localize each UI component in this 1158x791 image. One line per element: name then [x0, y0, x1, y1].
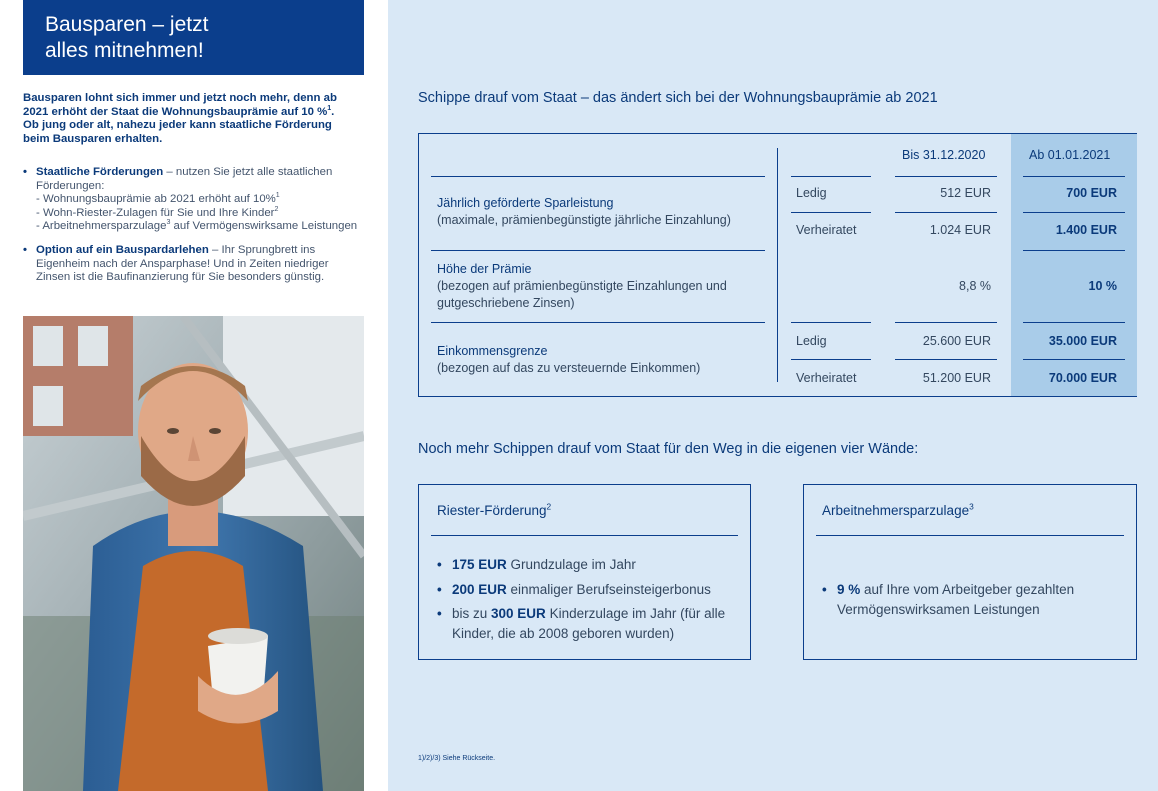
intro-line: Ob jung oder alt, nahezu jeder kann staatliche Förderung	[23, 119, 332, 132]
row1-ledig: Ledig	[796, 186, 827, 200]
rule	[791, 322, 871, 323]
rule	[1023, 322, 1125, 323]
rule	[895, 176, 997, 177]
arbeitnehmer-box	[803, 484, 1137, 660]
rule	[431, 176, 765, 177]
right-panel	[388, 0, 1158, 791]
list-item: • bis zu 300 EUR Kinderzulage im Jahr (für alle Kinder, die ab 2008 geboren wurden)	[437, 604, 742, 643]
rule	[431, 535, 738, 536]
arbeitnehmer-title: Arbeitnehmersparzulage$^3$	[822, 501, 974, 518]
intro-line: Bausparen lohnt sich immer und jetzt noch mehr, denn ab	[23, 92, 337, 104]
benefit-item: • Staatliche Förderungen – nutzen Sie jetzt alle staatlichen Förderungen: - Wohnungsbauprämie ab 2021 erhöht auf 10%$^1$ - Wohn-Riester-Zulagen für Sie und Ihre Kinder$^2$ - Arbeitnehmersparzulage$^3$ auf Vermögenswirksame Leistungen	[23, 166, 368, 234]
row1-new-verh: 1.400 EUR	[1055, 223, 1117, 237]
rule	[431, 250, 765, 251]
title-line-2: alles mitnehmen!	[45, 39, 204, 62]
intro-line: beim Bausparen erhalten.	[23, 132, 163, 145]
rule	[895, 322, 997, 323]
row3-new-verh: 70.000 EUR	[1048, 371, 1117, 385]
row3-old-ledig: 25.600 EUR	[922, 334, 991, 348]
row1-label: Jährlich geförderte Sparleistung	[437, 196, 614, 210]
rule	[791, 212, 871, 213]
list-item: • 175 EUR Grundzulage im Jahr	[437, 555, 742, 575]
benefit-item: • Option auf ein Bauspardarlehen – Ihr Sprungbrett ins Eigenheim nach der Ansparphase! Und in Zeiten niedriger Zinsen ist die Baufinanzierung für Sie besonders günstig.	[23, 244, 368, 285]
row1-old-ledig: 512 EUR	[940, 186, 991, 200]
riester-box	[418, 484, 751, 660]
riester-title: Riester-Förderung$^2$	[437, 501, 552, 518]
row2-sublabel-1: (bezogen auf prämienbegünstigte Einzahlungen und	[437, 279, 727, 293]
rule	[1023, 176, 1125, 177]
rule	[895, 359, 997, 360]
row1-new-ledig: 700 EUR	[1066, 186, 1117, 200]
column-divider	[777, 148, 778, 382]
row1-sublabel: (maximale, prämienbegünstigte jährliche Einzahlung)	[437, 213, 731, 227]
row3-old-verh: 51.200 EUR	[922, 371, 991, 385]
row2-new: 10 %	[1088, 279, 1117, 293]
table-heading: Schippe drauf vom Staat – das ändert sich bei der Wohnungsbauprämie ab 2021	[418, 90, 938, 106]
rule	[1023, 250, 1125, 251]
title-line-1: Bausparen – jetzt	[45, 13, 209, 36]
list-item: • 9 % auf Ihre vom Arbeitgeber gezahlten Vermögenswirksamen Leistungen	[822, 580, 1127, 619]
title-box	[23, 0, 364, 75]
riester-list	[437, 555, 742, 648]
row3-label: Einkommensgrenze	[437, 344, 548, 358]
row3-sublabel: (bezogen auf das zu versteuernde Einkommen)	[437, 361, 701, 375]
col-header-old: Bis 31.12.2020	[902, 148, 986, 162]
row3-new-ledig: 35.000 EUR	[1048, 334, 1117, 348]
row1-verheiratet: Verheiratet	[796, 223, 857, 237]
new-column-highlight	[1011, 134, 1137, 396]
list-item: • 200 EUR einmaliger Berufseinsteigerbonus	[437, 580, 742, 600]
rule	[1023, 359, 1125, 360]
row1-old-verh: 1.024 EUR	[929, 223, 991, 237]
rule	[791, 176, 871, 177]
intro-line: 2021 erhöht der Staat die Wohnungsbauprämie auf 10 %$^1$.	[23, 104, 335, 118]
row3-ledig: Ledig	[796, 334, 827, 348]
benefits-list	[23, 166, 368, 295]
footnote: 1)/2)/3) Siehe Rückseite.	[418, 755, 496, 762]
row3-verheiratet: Verheiratet	[796, 371, 857, 385]
row2-label: Höhe der Prämie	[437, 262, 532, 276]
rule	[895, 212, 997, 213]
rule	[791, 359, 871, 360]
intro-text	[23, 92, 368, 146]
more-benefits-heading: Noch mehr Schippen drauf vom Staat für den Weg in die eigenen vier Wände:	[418, 441, 919, 457]
left-column	[0, 0, 388, 791]
col-header-new: Ab 01.01.2021	[1029, 148, 1111, 162]
premium-comparison-table	[418, 133, 1137, 397]
man-with-cup-photo	[23, 316, 364, 791]
rule	[816, 535, 1124, 536]
rule	[431, 322, 765, 323]
rule	[1023, 212, 1125, 213]
row2-sublabel-2: gutgeschriebene Zinsen)	[437, 296, 575, 310]
row2-old: 8,8 %	[959, 279, 991, 293]
arbeitnehmer-list	[822, 580, 1127, 624]
